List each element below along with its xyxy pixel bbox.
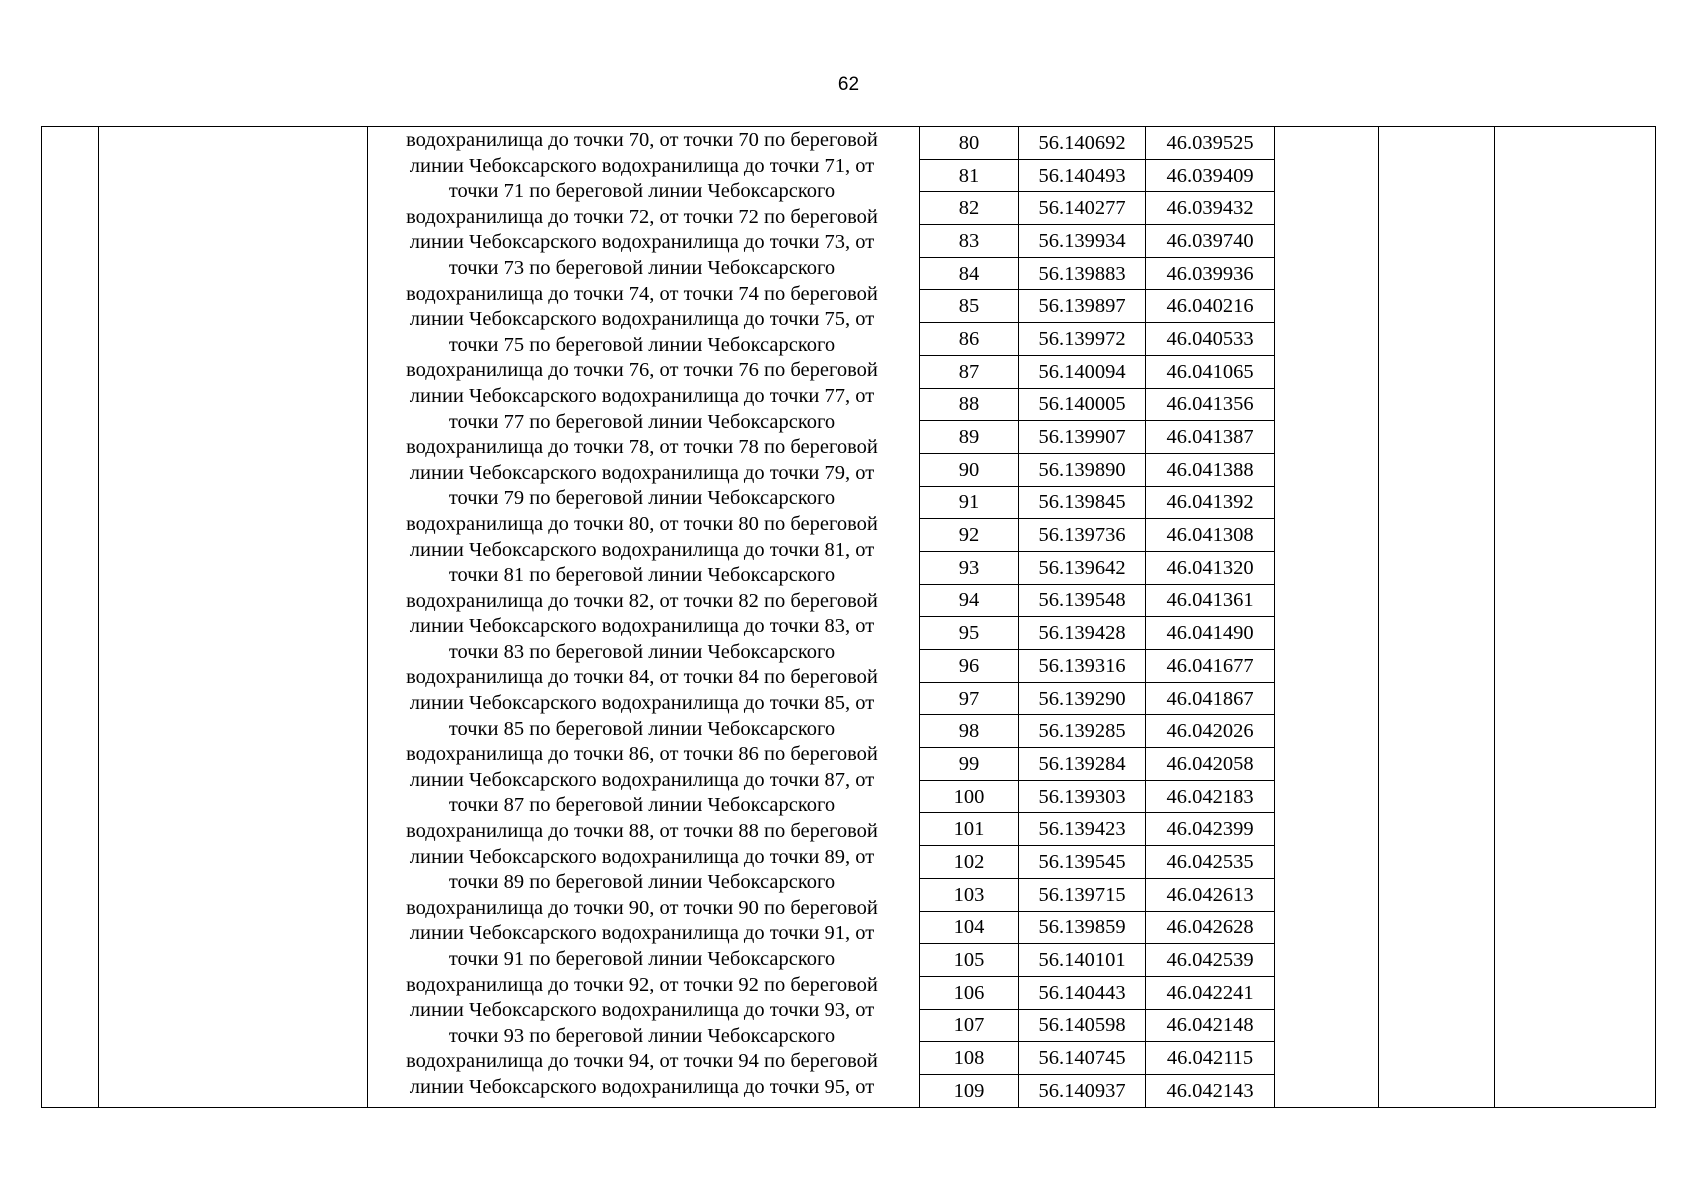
latitude-cell: 56.139642 xyxy=(1019,551,1146,584)
latitude-cell: 56.140745 xyxy=(1019,1042,1146,1075)
table-row xyxy=(920,682,1275,715)
column-divider xyxy=(1494,126,1495,1108)
table-row xyxy=(920,519,1275,552)
table-row xyxy=(920,486,1275,519)
point-number-cell: 108 xyxy=(920,1042,1019,1075)
point-number-cell: 85 xyxy=(920,290,1019,323)
latitude-cell: 56.139890 xyxy=(1019,453,1146,486)
longitude-cell: 46.041361 xyxy=(1146,584,1275,617)
longitude-cell: 46.041490 xyxy=(1146,617,1275,650)
point-number-cell: 94 xyxy=(920,584,1019,617)
point-number-cell: 90 xyxy=(920,453,1019,486)
point-number-cell: 100 xyxy=(920,780,1019,813)
point-number-cell: 91 xyxy=(920,486,1019,519)
latitude-cell: 56.140101 xyxy=(1019,944,1146,977)
latitude-cell: 56.140005 xyxy=(1019,388,1146,421)
latitude-cell: 56.139736 xyxy=(1019,519,1146,552)
point-number-cell: 86 xyxy=(920,323,1019,356)
table-row xyxy=(920,748,1275,781)
longitude-cell: 46.041867 xyxy=(1146,682,1275,715)
point-number-cell: 97 xyxy=(920,682,1019,715)
latitude-cell: 56.139545 xyxy=(1019,846,1146,879)
coordinates-table xyxy=(919,126,1275,1108)
point-number-cell: 99 xyxy=(920,748,1019,781)
page-number: 62 xyxy=(837,74,860,95)
point-number-cell: 95 xyxy=(920,617,1019,650)
longitude-cell: 46.042148 xyxy=(1146,1009,1275,1042)
table-row xyxy=(920,127,1275,160)
table-row xyxy=(920,551,1275,584)
longitude-cell: 46.041387 xyxy=(1146,421,1275,454)
point-number-cell: 104 xyxy=(920,911,1019,944)
table-row xyxy=(920,944,1275,977)
column-divider xyxy=(1378,126,1379,1108)
table-row xyxy=(920,1009,1275,1042)
longitude-cell: 46.040216 xyxy=(1146,290,1275,323)
point-number-cell: 80 xyxy=(920,127,1019,160)
longitude-cell: 46.042115 xyxy=(1146,1042,1275,1075)
point-number-cell: 92 xyxy=(920,519,1019,552)
table-row xyxy=(920,159,1275,192)
table-row xyxy=(920,355,1275,388)
longitude-cell: 46.041065 xyxy=(1146,355,1275,388)
latitude-cell: 56.140598 xyxy=(1019,1009,1146,1042)
latitude-cell: 56.139972 xyxy=(1019,323,1146,356)
point-number-cell: 96 xyxy=(920,650,1019,683)
table-row xyxy=(920,388,1275,421)
longitude-cell: 46.041388 xyxy=(1146,453,1275,486)
point-number-cell: 81 xyxy=(920,159,1019,192)
latitude-cell: 56.140937 xyxy=(1019,1074,1146,1107)
longitude-cell: 46.042026 xyxy=(1146,715,1275,748)
latitude-cell: 56.139316 xyxy=(1019,650,1146,683)
point-number-cell: 98 xyxy=(920,715,1019,748)
longitude-cell: 46.042539 xyxy=(1146,944,1275,977)
longitude-cell: 46.039936 xyxy=(1146,257,1275,290)
point-number-cell: 84 xyxy=(920,257,1019,290)
point-number-cell: 103 xyxy=(920,878,1019,911)
longitude-cell: 46.041392 xyxy=(1146,486,1275,519)
point-number-cell: 87 xyxy=(920,355,1019,388)
table-row xyxy=(920,1042,1275,1075)
table-row xyxy=(920,323,1275,356)
longitude-cell: 46.042613 xyxy=(1146,878,1275,911)
point-number-cell: 105 xyxy=(920,944,1019,977)
coordinates-body xyxy=(920,127,1275,1108)
longitude-cell: 46.040533 xyxy=(1146,323,1275,356)
point-number-cell: 88 xyxy=(920,388,1019,421)
latitude-cell: 56.140692 xyxy=(1019,127,1146,160)
longitude-cell: 46.039525 xyxy=(1146,127,1275,160)
longitude-cell: 46.042241 xyxy=(1146,976,1275,1009)
point-number-cell: 82 xyxy=(920,192,1019,225)
table-row xyxy=(920,421,1275,454)
latitude-cell: 56.139548 xyxy=(1019,584,1146,617)
latitude-cell: 56.139845 xyxy=(1019,486,1146,519)
latitude-cell: 56.139715 xyxy=(1019,878,1146,911)
table-row xyxy=(920,225,1275,258)
latitude-cell: 56.140094 xyxy=(1019,355,1146,388)
table-row xyxy=(920,257,1275,290)
longitude-cell: 46.041308 xyxy=(1146,519,1275,552)
latitude-cell: 56.139284 xyxy=(1019,748,1146,781)
longitude-cell: 46.042143 xyxy=(1146,1074,1275,1107)
table-row xyxy=(920,617,1275,650)
point-number-cell: 102 xyxy=(920,846,1019,879)
latitude-cell: 56.139907 xyxy=(1019,421,1146,454)
latitude-cell: 56.139285 xyxy=(1019,715,1146,748)
latitude-cell: 56.139423 xyxy=(1019,813,1146,846)
longitude-cell: 46.042535 xyxy=(1146,846,1275,879)
longitude-cell: 46.041356 xyxy=(1146,388,1275,421)
point-number-cell: 106 xyxy=(920,976,1019,1009)
point-number-cell: 83 xyxy=(920,225,1019,258)
column-divider xyxy=(98,126,99,1108)
point-number-cell: 93 xyxy=(920,551,1019,584)
latitude-cell: 56.139883 xyxy=(1019,257,1146,290)
table-row xyxy=(920,453,1275,486)
table-row xyxy=(920,192,1275,225)
table-row xyxy=(920,650,1275,683)
table-row xyxy=(920,780,1275,813)
latitude-cell: 56.140493 xyxy=(1019,159,1146,192)
table-row xyxy=(920,1074,1275,1107)
point-number-cell: 107 xyxy=(920,1009,1019,1042)
latitude-cell: 56.139934 xyxy=(1019,225,1146,258)
longitude-cell: 46.039740 xyxy=(1146,225,1275,258)
point-number-cell: 109 xyxy=(920,1074,1019,1107)
latitude-cell: 56.139897 xyxy=(1019,290,1146,323)
table-row xyxy=(920,911,1275,944)
table-row xyxy=(920,846,1275,879)
longitude-cell: 46.042399 xyxy=(1146,813,1275,846)
longitude-cell: 46.042628 xyxy=(1146,911,1275,944)
table-row xyxy=(920,290,1275,323)
longitude-cell: 46.039409 xyxy=(1146,159,1275,192)
latitude-cell: 56.139859 xyxy=(1019,911,1146,944)
point-number-cell: 89 xyxy=(920,421,1019,454)
longitude-cell: 46.039432 xyxy=(1146,192,1275,225)
latitude-cell: 56.139303 xyxy=(1019,780,1146,813)
table-row xyxy=(920,878,1275,911)
table-row xyxy=(920,584,1275,617)
latitude-cell: 56.139290 xyxy=(1019,682,1146,715)
latitude-cell: 56.140277 xyxy=(1019,192,1146,225)
table-row xyxy=(920,715,1275,748)
longitude-cell: 46.041677 xyxy=(1146,650,1275,683)
latitude-cell: 56.140443 xyxy=(1019,976,1146,1009)
table-row xyxy=(920,813,1275,846)
point-number-cell: 101 xyxy=(920,813,1019,846)
boundary-description: водохранилища до точки 70, от точки 70 по береговой линии Чебоксарского водохранилища до точки 71, от точки 71 по береговой линии Чебоксарского водохранилища до точки 72, от точки 72 по береговой линии Чебоксарского водохранилища до точки 73, от точки 73 по береговой линии Чебоксарского водохранилища до точки 74, от точки 74 по береговой линии Чебоксарского водохранилища до точки 75, от точки 75 по береговой линии Чебоксарского водохранилища до точки 76, от точки 76 по береговой линии Чебоксарского водохранилища до точки 77, от точки 77 по береговой линии Чебоксарского водохранилища до точки 78, от точки 78 по береговой линии Чебоксарского водохранилища до точки 79, от точки 79 по береговой линии Чебоксарского водохранилища до точки 80, от точки 80 по береговой линии Чебоксарского водохранилища до точки 81, от точки 81 по береговой линии Чебоксарского водохранилища до точки 82, от точки 82 по береговой линии Чебоксарского водохранилища до точки 83, от точки 83 по береговой линии Чебоксарского водохранилища до точки 84, от точки 84 по береговой линии Чебоксарского водохранилища до точки 85, от точки 85 по береговой линии Чебоксарского водохранилища до точки 86, от точки 86 по береговой линии Чебоксарского водохранилища до точки 87, от точки 87 по береговой линии Чебоксарского водохранилища до точки 88, от точки 88 по береговой линии Чебоксарского водохранилища до точки 89, от точки 89 по береговой линии Чебоксарского водохранилища до точки 90, от точки 90 по береговой линии Чебоксарского водохранилища до точки 91, от точки 91 по береговой линии Чебоксарского водохранилища до точки 92, от точки 92 по береговой линии Чебоксарского водохранилища до точки 93, от точки 93 по береговой линии Чебоксарского водохранилища до точки 94, от точки 94 по береговой линии Чебоксарского водохранилища до точки 95, от xyxy=(406,129,878,1098)
longitude-cell: 46.041320 xyxy=(1146,551,1275,584)
longitude-cell: 46.042058 xyxy=(1146,748,1275,781)
latitude-cell: 56.139428 xyxy=(1019,617,1146,650)
longitude-cell: 46.042183 xyxy=(1146,780,1275,813)
table-row xyxy=(920,976,1275,1009)
